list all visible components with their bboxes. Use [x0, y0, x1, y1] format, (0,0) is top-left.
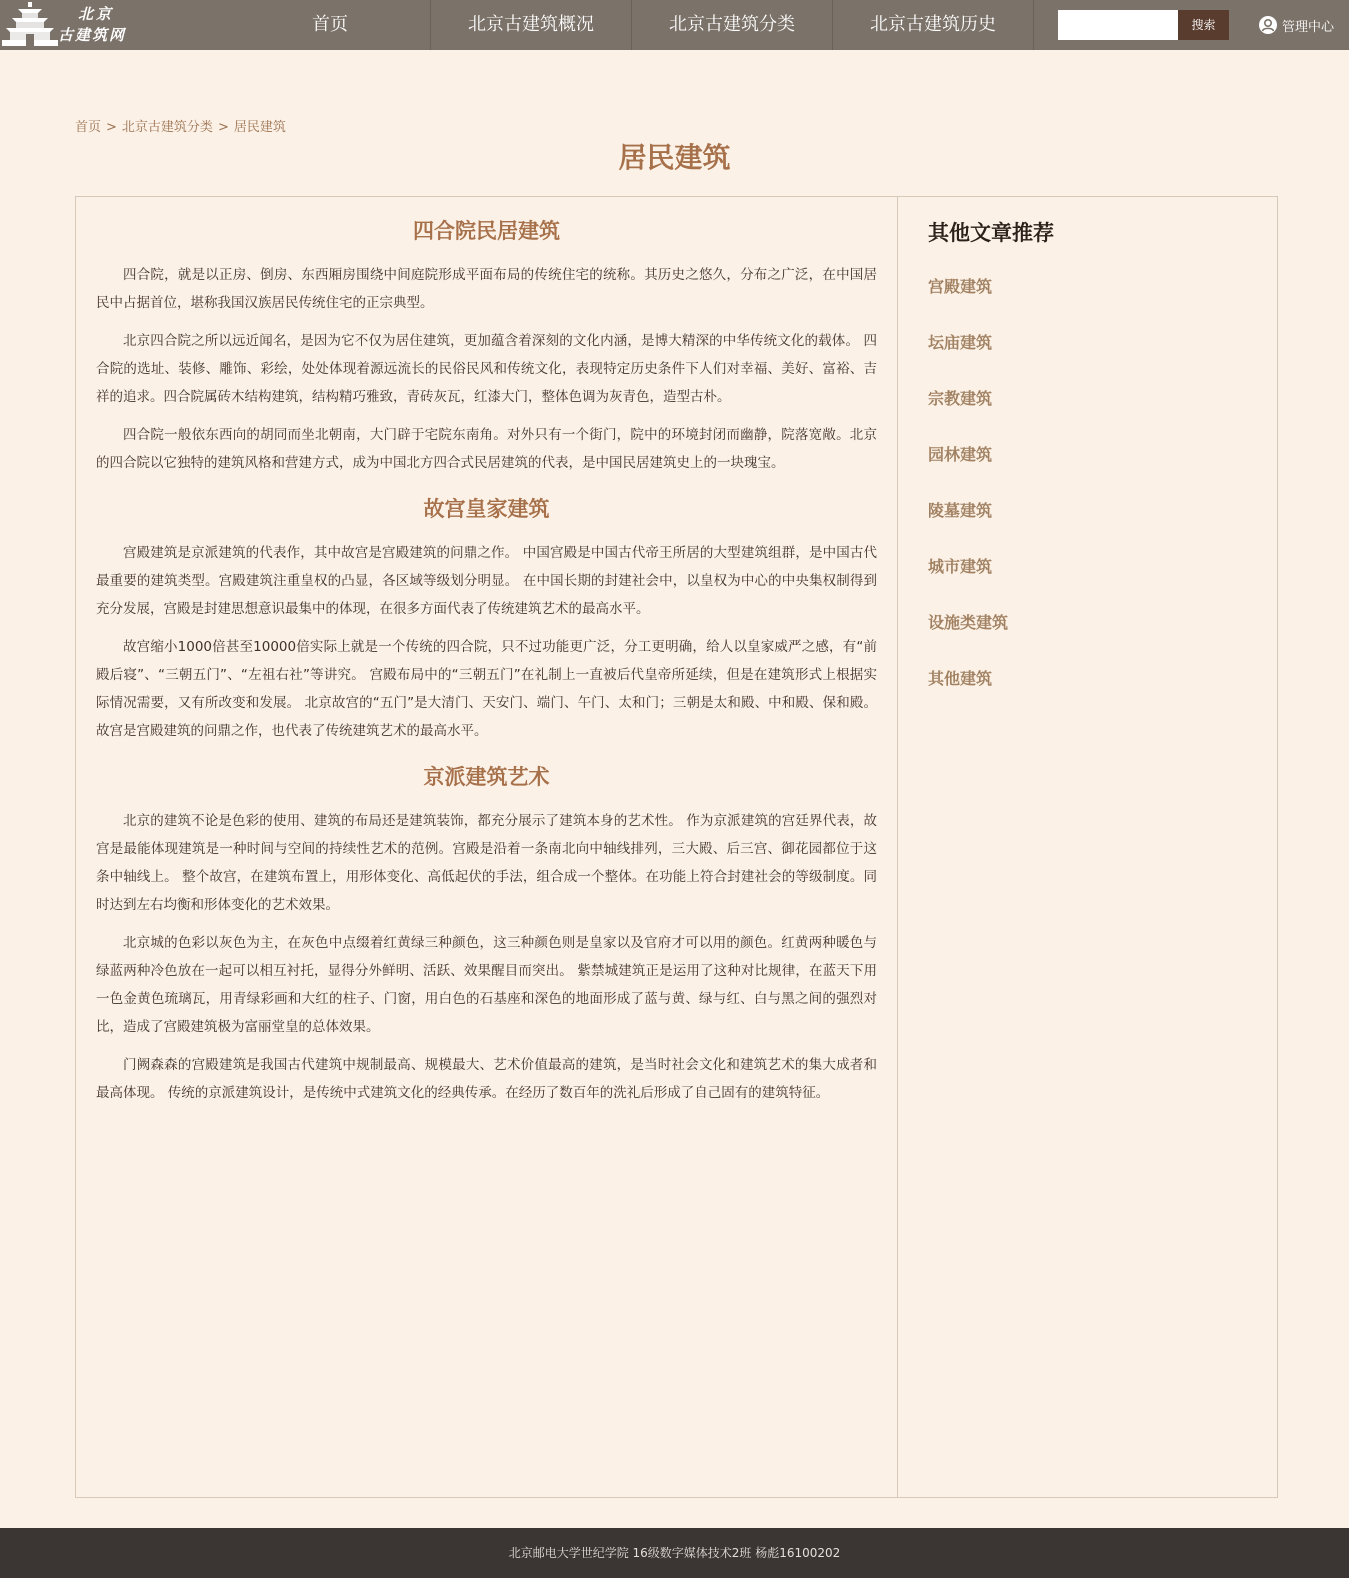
nav-item-history[interactable]: 北京古建筑历史	[833, 0, 1034, 50]
breadcrumb-separator: >	[106, 120, 117, 135]
sidebar-item-city[interactable]: 城市建筑	[928, 557, 993, 576]
site-logo[interactable]	[0, 0, 140, 50]
article-paragraph: 北京的建筑不论是色彩的使用、建筑的布局还是建筑装饰，都充分展示了建筑本身的艺术性。 作为京派建筑的宫廷界代表，故宫是最能体现建筑是一种时间与空间的持续性艺术的范例。宫殿是沿着一条南北向中轴线排列，三大殿、后三宫、御花园都位于这条中轴线上。 整个故宫，在建筑布置上，用形体变化、高低起伏的手法，组合成一个整体。在功能上符合封建社会的等级制度。同时达到左右均衡和形体变化的艺术效果。	[96, 813, 877, 913]
sidebar-item-religious[interactable]: 宗教建筑	[928, 389, 993, 408]
search-input[interactable]	[1058, 10, 1178, 40]
admin-center-link[interactable]	[1258, 13, 1334, 37]
section-title: 四合院民居建筑	[413, 219, 560, 243]
top-navigation-bar	[0, 0, 1349, 50]
footer-text: 北京邮电大学世纪学院 16级数字媒体技术2班 杨彪16100202	[508, 1546, 841, 1560]
nav-item-home[interactable]: 首页	[230, 0, 431, 50]
sidebar	[898, 197, 1277, 1497]
breadcrumb-separator: >	[217, 120, 229, 135]
pagoda-logo-icon	[0, 0, 60, 50]
sidebar-item-other[interactable]: 其他建筑	[928, 669, 993, 688]
section-title: 京派建筑艺术	[423, 765, 550, 789]
breadcrumb-categories[interactable]: 北京古建筑分类	[121, 120, 213, 135]
logo-text-line1: 北京	[78, 5, 115, 23]
breadcrumb-current[interactable]: 居民建筑	[233, 120, 286, 135]
article-paragraph: 故宫缩小1000倍甚至10000倍实际上就是一个传统的四合院，只不过功能更广泛，分工更明确，给人以皇家威严之感，有“前殿后寝”、“三朝五门”、“左祖右社”等讲究。 宫殿布局中的“三朝五门”在礼制上一直被后代皇帝所延续，但是在建筑形式上根据实际情况需要，又有所改变和发展。 北京故宫的“五门”是大清门、天安门、端门、午门、太和门；三朝是太和殿、中和殿、保和殿。故宫是宫殿建筑的问鼎之作，也代表了传统建筑艺术的最高水平。	[96, 639, 877, 739]
breadcrumb-home[interactable]: 首页	[75, 120, 102, 135]
sidebar-item-facility[interactable]: 设施类建筑	[928, 613, 1009, 632]
search-button[interactable]: 搜索	[1178, 10, 1229, 40]
section-title: 故宫皇家建筑	[423, 497, 550, 521]
article-main	[76, 197, 898, 1497]
article-paragraph: 北京四合院之所以远近闻名，是因为它不仅为居住建筑，更加蕴含着深刻的文化内涵，是博大精深的中华传统文化的载体。 四合院的选址、装修、雕饰、彩绘，处处体现着源远流长的民俗民风和传统文化，表现特定历史条件下人们对幸福、美好、富裕、吉祥的追求。四合院属砖木结构建筑，结构精巧雅致，青砖灰瓦，红漆大门，整体色调为灰青色，造型古朴。	[96, 333, 877, 405]
article-paragraph: 门阙森森的宫殿建筑是我国古代建筑中规制最高、规模最大、艺术价值最高的建筑，是当时社会文化和建筑艺术的集大成者和最高体现。 传统的京派建筑设计，是传统中式建筑文化的经典传承。在经历了数百年的洗礼后形成了自己固有的建筑特征。	[96, 1057, 877, 1101]
sidebar-item-garden[interactable]: 园林建筑	[928, 445, 993, 464]
admin-center-label: 管理中心	[1282, 19, 1335, 35]
sidebar-item-altar-temple[interactable]: 坛庙建筑	[928, 333, 993, 352]
article-paragraph: 宫殿建筑是京派建筑的代表作，其中故宫是宫殿建筑的问鼎之作。 中国宫殿是中国古代帝王所居的大型建筑组群，是中国古代最重要的建筑类型。宫殿建筑注重皇权的凸显，各区域等级划分明显。 在中国长期的封建社会中，以皇权为中心的中央集权制得到充分发展，宫殿是封建思想意识最集中的体现，在很多方面代表了传统建筑艺术的最高水平。	[96, 545, 877, 617]
breadcrumb	[75, 116, 286, 135]
user-icon	[1258, 15, 1278, 35]
article-paragraph: 四合院，就是以正房、倒房、东西厢房围绕中间庭院形成平面布局的传统住宅的统称。其历史之悠久，分布之广泛，在中国居民中占据首位，堪称我国汉族居民传统住宅的正宗典型。	[96, 267, 877, 311]
sidebar-item-palace[interactable]: 宫殿建筑	[928, 277, 993, 296]
nav-item-overview[interactable]: 北京古建筑概况	[431, 0, 632, 50]
article-paragraph: 四合院一般依东西向的胡同而坐北朝南，大门辟于宅院东南角。对外只有一个街门，院中的环境封闭而幽静，院落宽敞。北京的四合院以它独特的建筑风格和营建方式，成为中国北方四合式民居建筑的代表，是中国民居建筑史上的一块瑰宝。	[96, 427, 877, 471]
sidebar-item-mausoleum[interactable]: 陵墓建筑	[928, 501, 993, 520]
sidebar-list	[928, 269, 1277, 717]
nav-item-categories[interactable]: 北京古建筑分类	[632, 0, 833, 50]
logo-text-line2: 古建筑网	[58, 26, 127, 44]
page-title: 居民建筑	[618, 141, 731, 174]
sidebar-title: 其他文章推荐	[928, 221, 1054, 245]
article-paragraph: 北京城的色彩以灰色为主，在灰色中点缀着红黄绿三种颜色，这三种颜色则是皇家以及官府才可以用的颜色。红黄两种暖色与绿蓝两种冷色放在一起可以相互衬托，显得分外鲜明、活跃、效果醒目而突出。 紫禁城建筑正是运用了这种对比规律，在蓝天下用一色金黄色琉璃瓦，用青绿彩画和大红的柱子、门窗，用白色的石基座和深色的地面形成了蓝与黄、绿与红、白与黑之间的强烈对比，造成了宫殿建筑极为富丽堂皇的总体效果。	[96, 935, 877, 1035]
main-nav	[230, 0, 1034, 50]
content-box	[75, 196, 1278, 1498]
footer	[0, 1528, 1349, 1578]
